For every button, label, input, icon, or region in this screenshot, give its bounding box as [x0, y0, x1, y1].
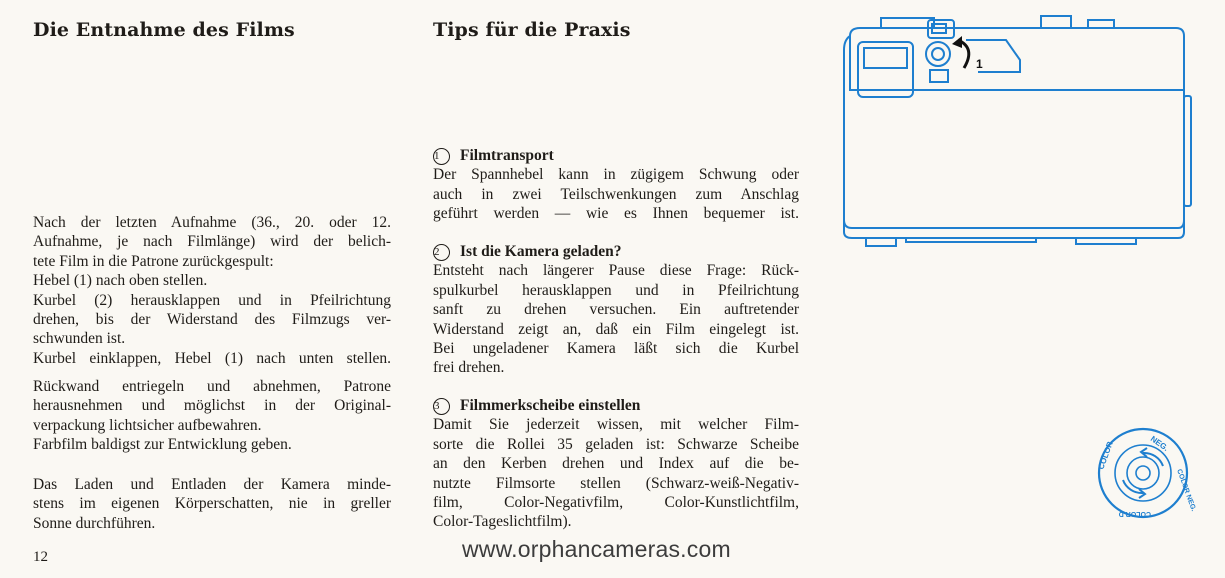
section-title: Filmmerkscheibe einstellen: [460, 397, 641, 414]
text-line: Farbfilm baldigst zur Entwicklung geben.: [33, 436, 292, 454]
section-heading: [433, 146, 799, 165]
section-filmtransport: [433, 146, 799, 224]
section-heading: [433, 396, 799, 415]
section-number: 2: [433, 244, 450, 261]
text-line: Aufnahme, je nach Filmlänge) wird der belich-: [33, 233, 391, 251]
page-number: 12: [33, 549, 48, 565]
middle-heading: Tips für die Praxis: [433, 19, 631, 41]
text-line: Bei ungeladener Kamera läßt sich die Kurbel: [433, 340, 799, 358]
text-line: film, Color-Negativfilm, Color-Kunstlichtfilm,: [433, 494, 799, 512]
text-line: Das Laden und Entladen der Kamera minde-: [33, 476, 391, 493]
text-line: Rückwand entriegeln und abnehmen, Patrone: [33, 378, 391, 395]
text-line: Entsteht nach längerer Pause diese Frage: Rück-: [433, 262, 799, 280]
text-line: Color-Tageslichtfilm).: [433, 513, 572, 531]
section-number: 1: [433, 148, 450, 165]
watermark-url: www.orphancameras.com: [462, 536, 731, 562]
callout-number: 1: [976, 57, 983, 71]
text-line: nutzte Filmsorte stellen (Schwarz-weiß-Negativ-: [433, 474, 799, 492]
text-line: drehen, bis der Widerstand des Filmzugs ver-: [33, 311, 391, 329]
section-title: Ist die Kamera geladen?: [460, 243, 622, 260]
section-filmmerkscheibe: [433, 396, 799, 532]
section-title: Filmtransport: [460, 147, 554, 164]
section-heading: [433, 242, 799, 261]
dial-label-left: COLOR: [1096, 440, 1115, 471]
text-line: sorte die Rollei 35 geladen ist: Schwarze Scheibe: [433, 435, 799, 453]
text-line: Kurbel einklappen, Hebel (1) nach unten stellen.: [33, 349, 391, 367]
text-line: Damit Sie jederzeit wissen, mit welcher Film-: [433, 416, 799, 434]
text-line: Nach der letzten Aufnahme (36., 20. oder 12.: [33, 214, 391, 231]
dial-label-bottom: COLOR D: [1118, 510, 1151, 517]
text-line: schwunden ist.: [33, 330, 126, 348]
text-line: auch in zwei Teilschwenkungen zum Anschlag: [433, 185, 799, 203]
left-paragraph-2: [33, 377, 391, 455]
text-line: herausnehmen und möglichst in der Original-: [33, 397, 391, 415]
middle-column: [433, 19, 799, 41]
left-paragraph-1: [33, 213, 391, 368]
text-line: verpackung lichtsicher aufbewahren.: [33, 416, 262, 434]
section-number: 3: [433, 398, 450, 415]
text-line: tete Film in die Patrone zurückgespult:: [33, 252, 274, 270]
left-heading: Die Entnahme des Films: [33, 19, 295, 41]
text-line: Kurbel (2) herausklappen und in Pfeilrichtung: [33, 291, 391, 309]
text-line: spulkurbel herausklappen und in Pfeilrichtung: [433, 281, 799, 299]
dial-label-right: COLOR NEG.: [1175, 468, 1197, 513]
text-line: an den Kerben drehen und Index auf die be-: [433, 455, 799, 473]
dial-label-top: NEG.: [1148, 434, 1171, 453]
left-column: [33, 19, 391, 41]
text-line: sanft zu drehen versuchen. Ein auftretender: [433, 301, 799, 319]
text-line: Sonne durchführen.: [33, 514, 156, 532]
text-line: Hebel (1) nach oben stellen.: [33, 272, 208, 290]
text-line: Widerstand zeigt an, daß ein Film eingelegt ist.: [433, 320, 799, 338]
section-kamera-geladen: [433, 242, 799, 378]
camera-top-illustration: [836, 10, 1201, 260]
left-paragraph-3: [33, 475, 391, 533]
text-line: Der Spannhebel kann in zügigem Schwung oder: [433, 166, 799, 184]
text-line: frei drehen.: [433, 359, 505, 377]
film-memo-dial-illustration: [1095, 418, 1197, 528]
text-line: geführt werden — wie es Ihnen bequemer ist.: [433, 205, 799, 223]
text-line: stens im eigenen Körperschatten, nie in greller: [33, 495, 391, 513]
